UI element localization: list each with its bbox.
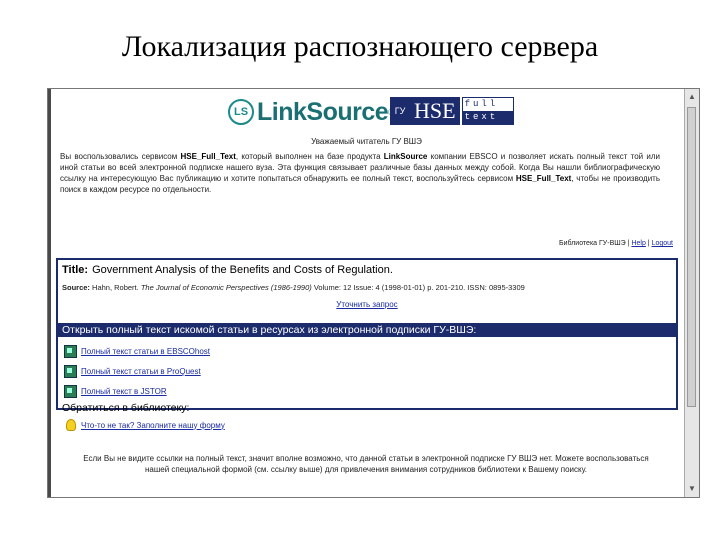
- scroll-thumb[interactable]: [687, 107, 696, 407]
- hse-fulltext-logo: [390, 97, 514, 127]
- fulltext-link-proquest[interactable]: Полный текст статьи в ProQuest: [81, 367, 201, 376]
- source-citation: Volume: 12 Issue: 4 (1998-01-01) p. 201-210. ISSN: 0895-3309: [313, 283, 525, 292]
- source-journal: The Journal of Economic Perspectives (1986-1990): [140, 283, 312, 292]
- intro-text-1: Вы воспользовались сервисом: [60, 152, 181, 161]
- vertical-scrollbar[interactable]: [684, 89, 699, 497]
- record-title: [62, 264, 393, 276]
- fulltext-link-jstor[interactable]: Полный текст в JSTOR: [81, 387, 167, 396]
- record-box: [56, 258, 678, 430]
- refine-query-link[interactable]: Уточнить запрос: [336, 300, 398, 309]
- title-label: Title:: [62, 264, 89, 276]
- footer-note: Если Вы не видите ссылки на полный текст, значит вполне возможно, что данной статьи в электронной подписке ГУ ВШЭ нет. Можете воспользоваться нашей специальной формой (см. ссылку выше) для привлечения внимания сотрудников библиотеки к Вашему поиску.: [83, 454, 649, 474]
- library-request-item[interactable]: [66, 419, 225, 431]
- intro-paragraph: [60, 151, 660, 195]
- intro-text-2: , который выполнен на базе продукта: [235, 152, 384, 161]
- library-heading: Обратиться в библиотеку:: [62, 402, 190, 414]
- record-source: [62, 283, 525, 292]
- fulltext-links: [64, 343, 210, 403]
- source-label: Source:: [62, 283, 90, 292]
- lightbulb-icon: [66, 419, 76, 431]
- help-link[interactable]: Help: [631, 240, 646, 247]
- logo-row: [54, 93, 679, 129]
- linksource-wordmark: LinkSource: [257, 97, 389, 126]
- fulltext-icon: [64, 365, 77, 378]
- intro-text-4: , чтобы не производить поиск в каждом ресурсе по отдельности.: [60, 174, 660, 194]
- fulltext-link-ebsco[interactable]: Полный текст статьи в EBSCOhost: [81, 347, 211, 356]
- library-form-link[interactable]: Что-то не так? Заполните нашу форму: [81, 420, 225, 430]
- hse-wordmark: HSE: [410, 97, 460, 125]
- fulltext-badge: [462, 97, 514, 125]
- scroll-down-arrow-icon[interactable]: ▼: [688, 484, 696, 493]
- intro-text-3: компании EBSCO и позволяет искать полный текст той или иной статьи во всей электронной подписке нашего вуза. Эта функция связывает различные базы данных между собой. Когда Вы нашли библиографическую ссылку на интересующую Вас публикацию и хотите попытаться обнаружить ее полный текст, воспользуйтесь сервисом: [60, 152, 660, 183]
- logout-link[interactable]: Logout: [651, 240, 673, 247]
- intro-service-name-1: HSE_Full_Text: [180, 152, 236, 161]
- intro-service-name-2: HSE_Full_Text: [515, 174, 572, 183]
- fulltext-item[interactable]: [64, 363, 210, 380]
- greeting: Уважаемый читатель ГУ ВШЭ: [311, 137, 422, 146]
- library-name: Библиотека ГУ-ВШЭ: [559, 240, 626, 247]
- source-author: Hahn, Robert.: [92, 283, 139, 292]
- hse-emblem-icon: ГУ: [390, 97, 410, 125]
- fulltext-icon: [64, 385, 77, 398]
- fulltext-item[interactable]: [64, 343, 210, 360]
- page-content: [54, 89, 679, 497]
- linksource-mark-icon: LS: [228, 99, 254, 125]
- screenshot-frame: [47, 88, 700, 498]
- separator: |: [647, 240, 650, 247]
- separator: |: [627, 240, 630, 247]
- slide-title: Локализация распознающего сервера: [121, 30, 599, 63]
- badge-full: full: [464, 99, 499, 109]
- frame-left-edge: [48, 89, 51, 497]
- linksource-logo: [228, 97, 394, 127]
- scroll-up-arrow-icon[interactable]: ▲: [688, 92, 696, 101]
- title-value: Government Analysis of the Benefits and Costs of Regulation.: [92, 264, 393, 276]
- fulltext-icon: [64, 345, 77, 358]
- intro-product-name: LinkSource: [383, 152, 428, 161]
- badge-text: text: [463, 111, 513, 124]
- fulltext-heading: Открыть полный текст искомой статьи в ресурсах из электронной подписки ГУ-ВШЭ:: [58, 323, 676, 337]
- fulltext-item[interactable]: [64, 383, 210, 400]
- library-toolbar: [559, 240, 673, 247]
